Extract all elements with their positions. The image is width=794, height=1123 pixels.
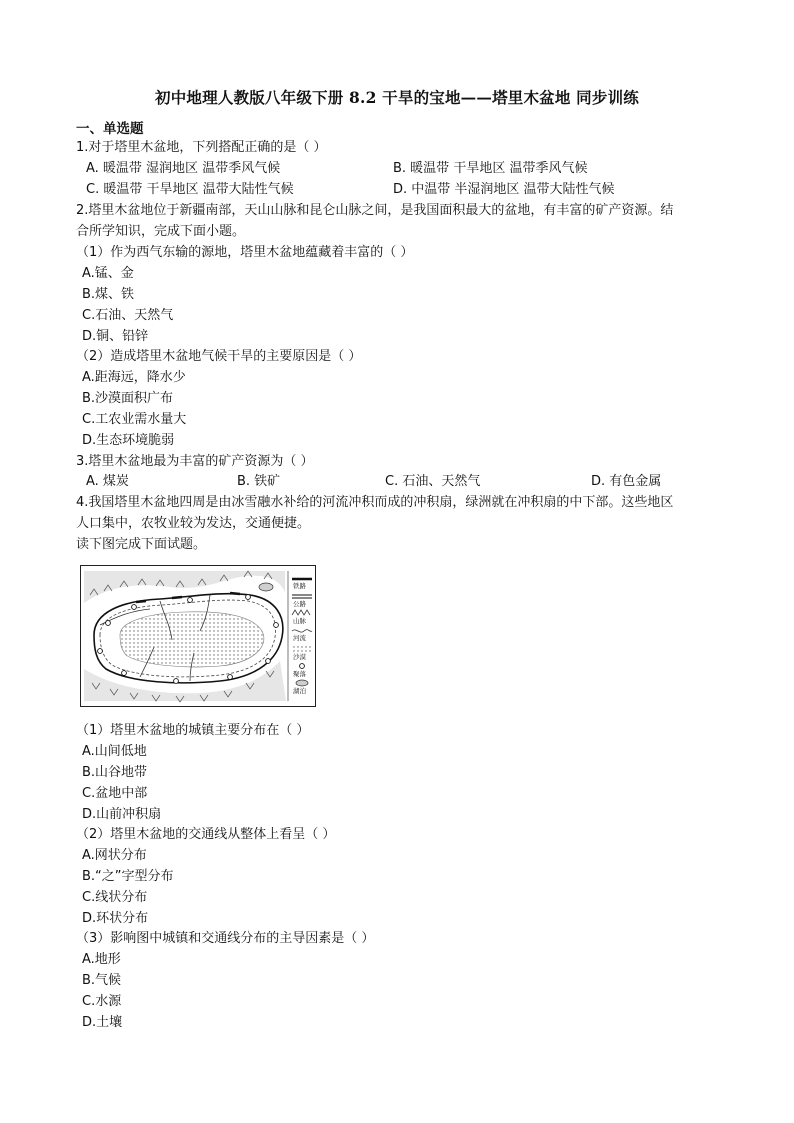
q4-sub3-option-c[interactable]: C.水源 bbox=[82, 994, 122, 1009]
q4-sub2-option-a[interactable]: A.网状分布 bbox=[82, 848, 147, 863]
q4-sub1-option-a[interactable]: A.山间低地 bbox=[82, 744, 147, 759]
tarim-basin-map bbox=[80, 565, 316, 707]
q4-sub2-option-c[interactable]: C.线状分布 bbox=[82, 890, 148, 905]
section-heading: 一、单选题 bbox=[76, 121, 144, 137]
legend-label-settlement: 聚落 bbox=[293, 670, 306, 678]
page-title: 初中地理人教版八年级下册 8.2 干旱的宝地——塔里木盆地 同步训练 bbox=[155, 88, 639, 107]
q2-sub2-option-a[interactable]: A.距海远，降水少 bbox=[82, 370, 186, 385]
q2-sub1-option-b[interactable]: B.煤、铁 bbox=[82, 287, 135, 302]
q4-sub1-option-c[interactable]: C.盆地中部 bbox=[82, 786, 148, 801]
q3-option-b[interactable]: B. 铁矿 bbox=[237, 474, 281, 489]
q4-sub1-option-b[interactable]: B.山谷地带 bbox=[82, 765, 148, 780]
q2-sub1-option-c[interactable]: C.石油、天然气 bbox=[82, 308, 174, 323]
q3-option-c[interactable]: C. 石油、天然气 bbox=[385, 474, 481, 489]
q4-stem-line2: 人口集中，农牧业较为发达，交通便捷。 bbox=[76, 516, 311, 531]
q1-option-c[interactable]: C. 暖温带 干旱地区 温带大陆性气候 bbox=[86, 182, 294, 197]
q2-sub1-option-a[interactable]: A.锰、金 bbox=[82, 266, 134, 281]
legend-label-railway: 铁路 bbox=[293, 582, 306, 590]
legend-label-lake: 湖泊 bbox=[293, 687, 306, 695]
q4-sub1-option-d[interactable]: D.山前冲积扇 bbox=[82, 807, 162, 822]
q4-stem-line3: 读下图完成下面试题。 bbox=[76, 537, 207, 552]
legend-label-river: 河流 bbox=[293, 634, 306, 642]
q4-sub3-stem: （3）影响图中城镇和交通线分布的主导因素是（ ） bbox=[76, 931, 375, 946]
q1-option-d[interactable]: D. 中温带 半湿润地区 温带大陆性气候 bbox=[393, 182, 615, 197]
q3-stem: 3.塔里木盆地最为丰富的矿产资源为（ ） bbox=[76, 454, 314, 469]
q2-sub2-option-d[interactable]: D.生态环境脆弱 bbox=[82, 433, 175, 448]
q2-sub2-option-c[interactable]: C.工农业需水量大 bbox=[82, 412, 187, 427]
q4-sub2-option-d[interactable]: D.环状分布 bbox=[82, 911, 149, 926]
q2-sub2-stem: （2）造成塔里木盆地气候干旱的主要原因是（ ） bbox=[76, 349, 362, 364]
q4-sub3-option-a[interactable]: A.地形 bbox=[82, 952, 121, 967]
legend-label-desert: 沙漠 bbox=[293, 653, 306, 661]
q3-option-d[interactable]: D. 有色金属 bbox=[591, 474, 662, 489]
q3-option-a[interactable]: A. 煤炭 bbox=[86, 474, 129, 489]
legend-label-mountain: 山脉 bbox=[293, 617, 306, 625]
q4-sub1-stem: （1）塔里木盆地的城镇主要分布在（ ） bbox=[76, 723, 310, 738]
q4-sub2-option-b[interactable]: B.“之”字型分布 bbox=[82, 869, 174, 884]
tarim-basin-map-svg bbox=[80, 565, 316, 707]
q2-sub1-stem: （1）作为西气东输的源地，塔里木盆地蕴藏着丰富的（ ） bbox=[76, 245, 414, 260]
q4-sub2-stem: （2）塔里木盆地的交通线从整体上看呈（ ） bbox=[76, 827, 336, 842]
q2-sub1-option-d[interactable]: D.铜、铅锌 bbox=[82, 329, 149, 344]
q4-sub3-option-d[interactable]: D.土壤 bbox=[82, 1015, 123, 1030]
q2-stem-line1: 2.塔里木盆地位于新疆南部，天山山脉和昆仑山脉之间，是我国面积最大的盆地，有丰富的矿产资源。结 bbox=[76, 203, 674, 218]
q1-option-a[interactable]: A. 暖温带 湿润地区 温带季风气候 bbox=[86, 161, 281, 176]
q2-stem-line2: 合所学知识，完成下面小题。 bbox=[76, 224, 246, 239]
q1-option-b[interactable]: B. 暖温带 干旱地区 温带季风气候 bbox=[393, 161, 588, 176]
q1-stem: 1.对于塔里木盆地，下列搭配正确的是（ ） bbox=[76, 140, 327, 155]
q2-sub2-option-b[interactable]: B.沙漠面积广布 bbox=[82, 391, 174, 406]
q4-stem-line1: 4.我国塔里木盆地四周是由冰雪融水补给的河流冲积而成的冲积扇，绿洲就在冲积扇的中下部。这些地区 bbox=[76, 495, 674, 510]
q4-sub3-option-b[interactable]: B.气候 bbox=[82, 973, 122, 988]
legend-label-highway: 公路 bbox=[293, 600, 306, 608]
